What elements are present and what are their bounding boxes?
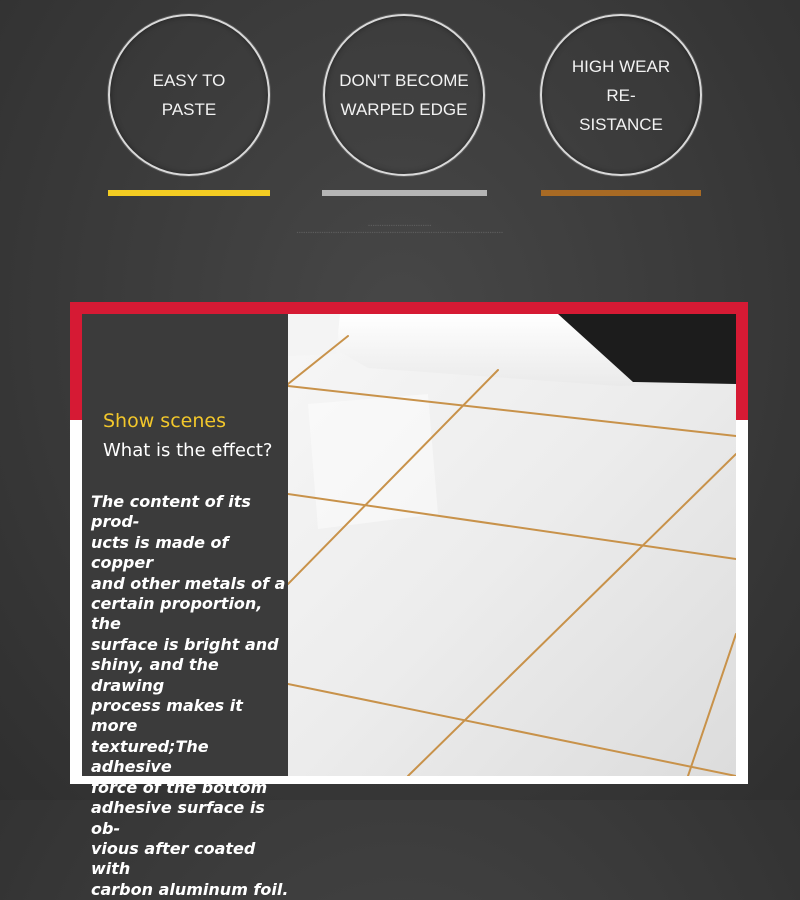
- product-description: The content of its prod- ucts is made of copper and other metals of a certain proportion, the surface is bright and shiny, and the drawing process makes it more textured;The adhesive force of the bottom adhesive surface is ob- vious after coated with carbon aluminum foil.: [91, 492, 289, 899]
- feature-label: HIGH WEAR RE- SISTANCE: [571, 56, 671, 134]
- fine-print-decoration: ▪▪▪▪▪▪▪▪▪▪▪▪▪▪▪▪▪▪▪▪▪▪▪▪▪▪▪▪: [368, 223, 432, 229]
- feature-circle-wear-resistance: [540, 14, 702, 176]
- silver-color-bar: [322, 190, 487, 196]
- tile-floor-photo: [288, 314, 736, 776]
- feature-label: DON'T BECOME WARPED EDGE: [339, 71, 469, 119]
- section-title: Show scenes: [103, 410, 226, 432]
- feature-circle-easy-to-paste: [108, 14, 270, 176]
- gold-color-bar: [108, 190, 270, 196]
- feature-label: EASY TO PASTE: [152, 71, 226, 119]
- fine-print-decoration: ▪▪▪▪▪▪▪▪▪▪▪▪▪▪▪▪▪▪▪▪▪▪▪▪▪▪▪▪▪▪▪▪▪▪▪▪▪▪▪▪▪▪▪▪▪▪▪▪▪▪▪▪▪▪▪▪▪▪▪▪▪▪▪▪▪▪▪▪▪▪▪▪▪▪▪▪▪▪▪▪▪▪▪▪▪▪▪▪▪▪▪: [296, 230, 504, 236]
- feature-circle-warped-edge: [323, 14, 485, 176]
- bronze-color-bar: [541, 190, 701, 196]
- section-subtitle: What is the effect?: [103, 440, 273, 461]
